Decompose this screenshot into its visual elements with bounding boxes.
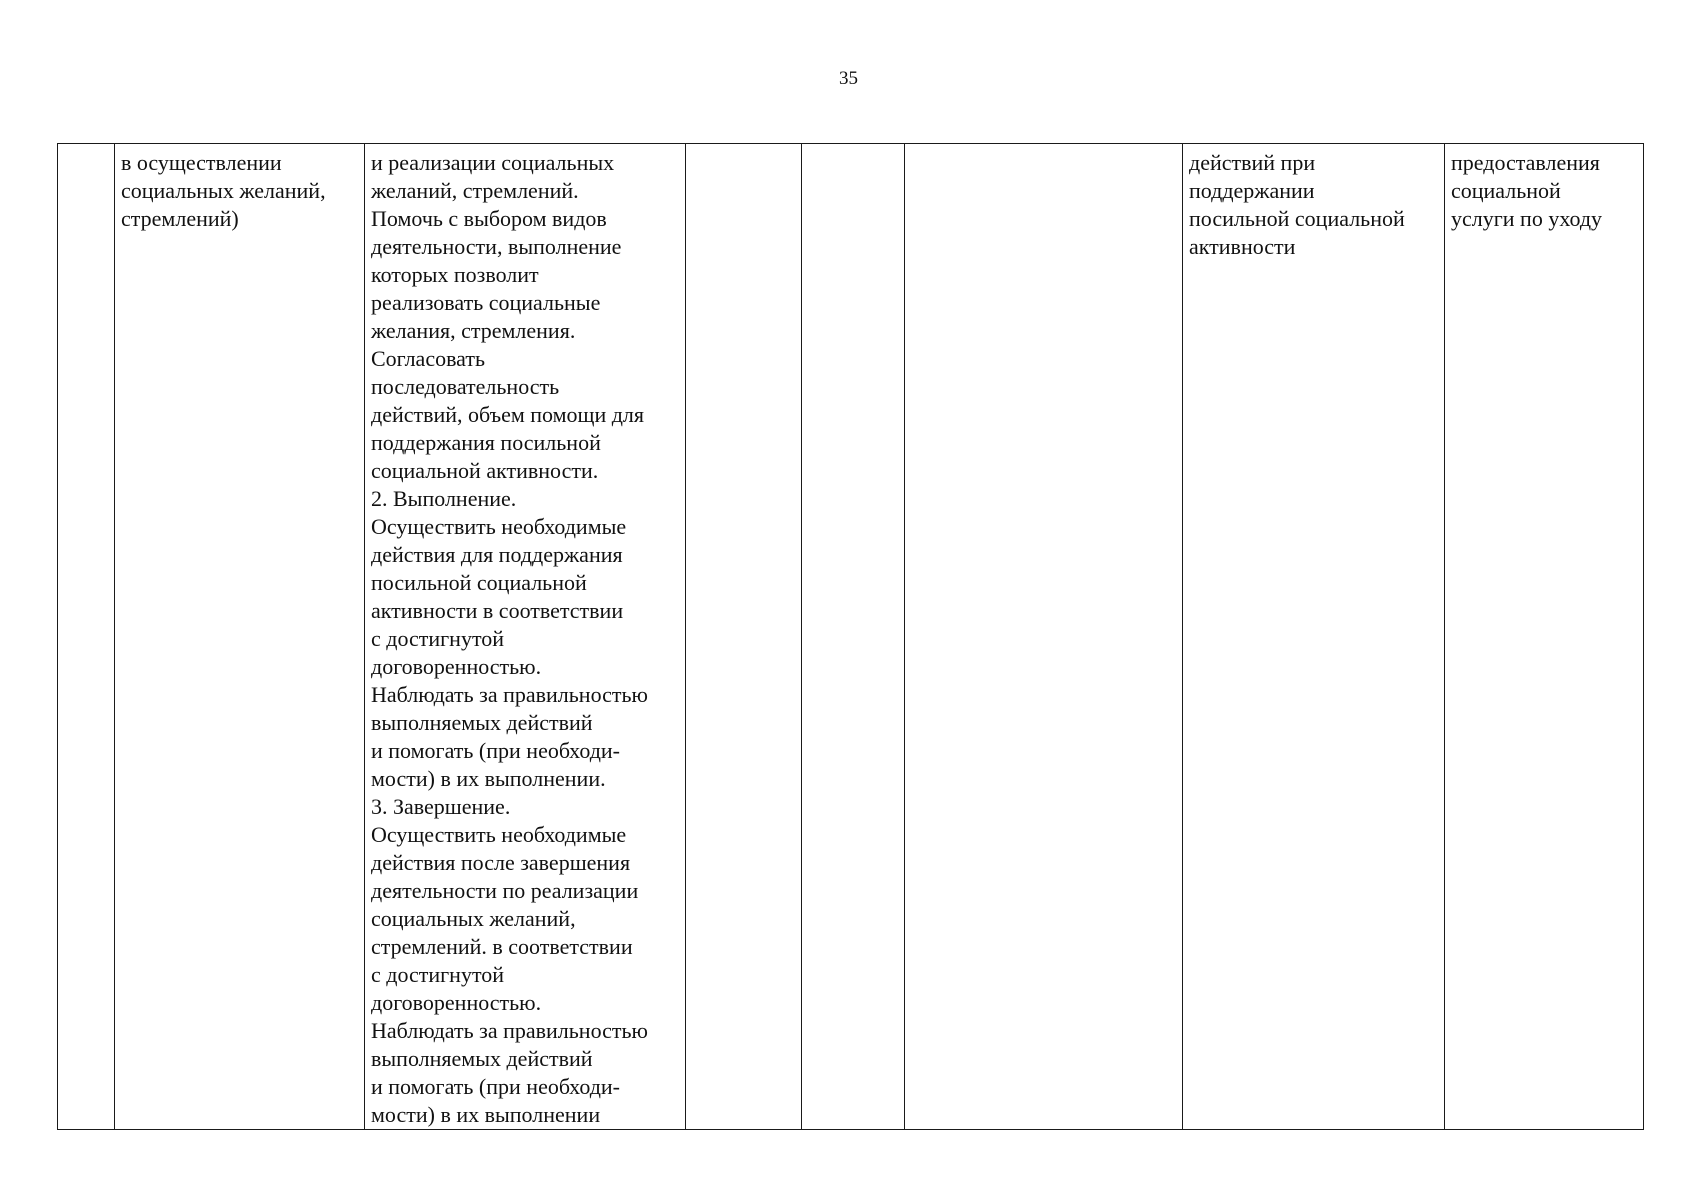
table-cell-evaluation bbox=[1445, 144, 1644, 1130]
table-row bbox=[58, 144, 1644, 1130]
services-table bbox=[57, 143, 1644, 1130]
cell-text: действий при поддержании посильной социальной активности bbox=[1189, 150, 1405, 259]
table-cell-empty bbox=[905, 144, 1183, 1130]
table-cell-service-name bbox=[115, 144, 365, 1130]
cell-text: и реализации социальных желаний, стремлений. Помочь с выбором видов деятельности, выполнение которых позволит реализовать социальные желания, стремления. Согласовать последовательность действий, объем помощи для поддержания посильной социальной активности. 2. Выполнение. Осуществить необходимые действия для поддержания посильной социальной активности в соответствии с достигнутой договоренностью. Наблюдать за правильностью выполняемых действий и помогать (при необходи- мости) в их выполнении. 3. Завершение. Осуществить необходимые действия после завершения деятельности по реализации социальных желаний, стремлений. в соответствии с достигнутой договоренностью. Наблюдать за правильностью выполняемых действий и помогать (при необходи- мости) в их выполнении bbox=[371, 150, 648, 1127]
cell-text: предоставления социальной услуги по уходу bbox=[1451, 150, 1603, 231]
table-cell-quality-indicator bbox=[1183, 144, 1445, 1130]
cell-text: в осуществлении социальных желаний, стремлений) bbox=[121, 150, 326, 231]
table-cell-empty bbox=[802, 144, 905, 1130]
table-cell-service-description bbox=[365, 144, 686, 1130]
table-cell-number bbox=[58, 144, 115, 1130]
page-number: 35 bbox=[839, 68, 858, 89]
table-cell-empty bbox=[686, 144, 802, 1130]
